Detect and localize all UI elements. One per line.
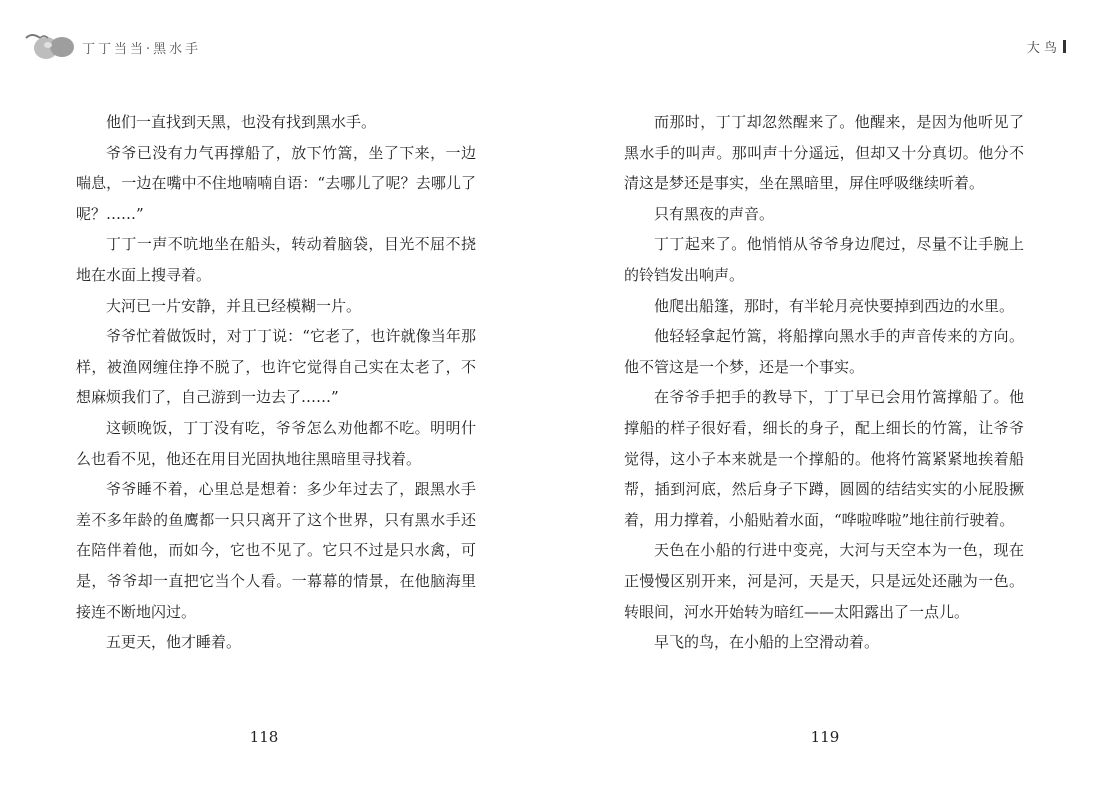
- page-number-right: 119: [810, 728, 840, 746]
- paragraph: 爷爷已没有力气再撑船了，放下竹篙，坐了下来，一边喘息，一边在嘴中不住地喃喃自语：“去哪儿了呢？去哪儿了呢？……”: [76, 143, 476, 223]
- paragraph: 在爷爷手把手的教导下，丁丁早已会用竹篙撑船了。他撑船的样子很好看，细长的身子，配上细长的竹篙，让爷爷觉得，这小子本来就是一个撑船的。他将竹篙紧紧地挨着船帮，插到河底，然后身子下蹲，圆圆的结结实实的小屁股撅着，用力撑着，小船贴着水面，“哗啦哗啦”地往前行驶着。: [624, 388, 1024, 529]
- paragraph: 而那时，丁丁却忽然醒来了。他醒来，是因为他听见了黑水手的叫声。那叫声十分遥远，但却又十分真切。他分不清这是梦还是事实，坐在黑暗里，屏住呼吸继续听着。: [624, 113, 1024, 193]
- paragraph: 大河已一片安静，并且已经模糊一片。: [106, 296, 362, 315]
- paragraph: 这顿晚饭，丁丁没有吃，爷爷怎么劝他都不吃。明明什么也看不见，他还在用目光固执地往黑暗里寻找着。: [76, 418, 476, 468]
- paragraph: 丁丁一声不吭地坐在船头，转动着脑袋，目光不屈不挠地在水面上搜寻着。: [76, 235, 476, 284]
- paragraph: 他爬出船篷，那时，有半轮月亮快要掉到西边的水里。: [654, 296, 1015, 315]
- header-bar-icon: [1063, 40, 1066, 53]
- left-page-text: [76, 107, 476, 658]
- page-number-left: 118: [249, 728, 279, 746]
- paragraph: 爷爷睡不着，心里总是想着：多少年过去了，跟黑水手差不多年龄的鱼鹰都一只只离开了这个世界，只有黑水手还在陪伴着他，而如今，它也不见了。它只不过是只水禽，可是，爷爷却一直把它当个人看。一幕幕的情景，在他脑海里接连不断地闪过。: [76, 480, 476, 621]
- chapter-label: 大 鸟: [1026, 41, 1057, 56]
- paragraph: 他轻轻拿起竹篙，将船撑向黑水手的声音传来的方向。他不管这是一个梦，还是一个事实。: [624, 327, 1024, 376]
- paragraph: 他们一直找到天黑，也没有找到黑水手。: [106, 113, 377, 131]
- paragraph: 只有黑夜的声音。: [654, 204, 775, 223]
- paragraph: 早飞的鸟，在小船的上空滑动着。: [654, 633, 880, 652]
- gourd-logo-icon: [24, 30, 78, 62]
- paragraph: 五更天，他才睡着。: [106, 633, 242, 652]
- series-title: 丁丁当当·黑水手: [82, 42, 202, 57]
- right-page-text: [624, 107, 1024, 658]
- running-header-right: [1027, 37, 1066, 56]
- running-header-left: [24, 30, 224, 64]
- paragraph: 爷爷忙着做饭时，对丁丁说：“它老了，也许就像当年那样，被渔网缠住挣不脱了，也许它觉得自己实在太老了，不想麻烦我们了，自己游到一边去了……”: [76, 327, 476, 407]
- paragraph: 丁丁起来了。他悄悄从爷爷身边爬过，尽量不让手腕上的铃铛发出响声。: [624, 235, 1024, 284]
- paragraph: 天色在小船的行进中变亮，大河与天空本为一色，现在正慢慢区别开来，河是河，天是天，只是远处还融为一色。转眼间，河水开始转为暗红——太阳露出了一点儿。: [624, 541, 1024, 621]
